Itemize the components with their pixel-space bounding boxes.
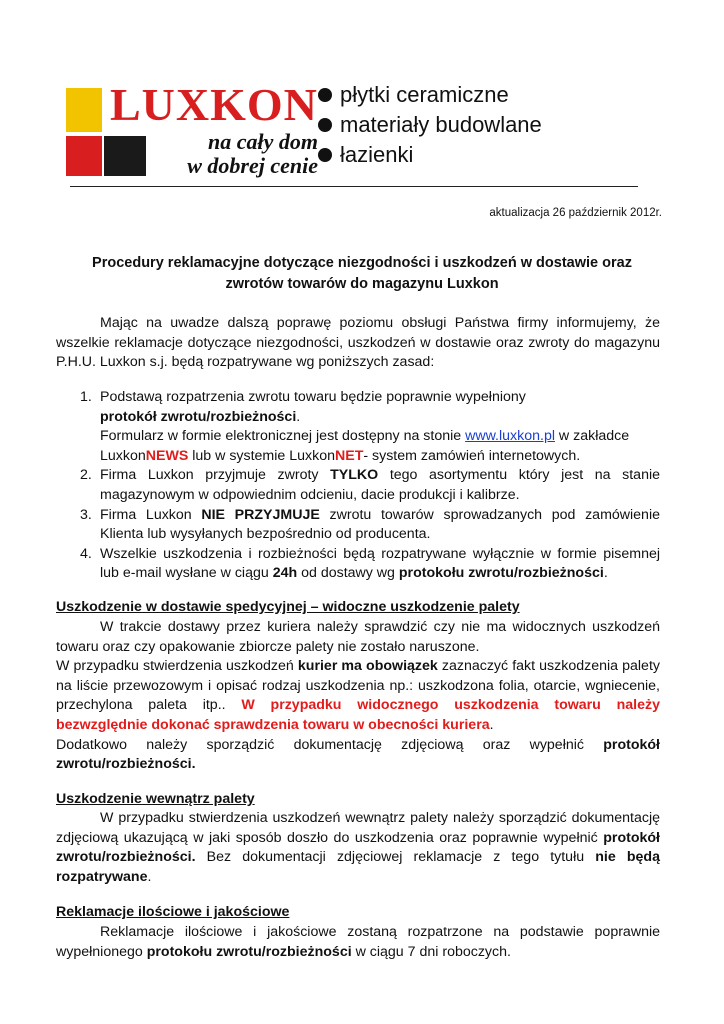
procedure-list bbox=[72, 388, 660, 584]
update-date: aktualizacja 26 październik 2012r. bbox=[489, 207, 662, 219]
section-heading: Uszkodzenie w dostawie spedycyjnej – widoczne uszkodzenie palety bbox=[56, 599, 520, 615]
bullet-dot-icon bbox=[318, 88, 332, 102]
section-body: W przypadku stwierdzenia uszkodzeń wewnątrz palety należy sporządzić dokumentację zdjęciową ukazującą w jaki sposób doszło do uszkodzenia oraz poprawnie wypełnić protokół zwrotu/rozbieżności. Bez dokumentacji zdjęciowej reklamacje z tego tytułu nie będą rozpatrywane. bbox=[56, 810, 660, 885]
section-heading: Uszkodzenie wewnątrz palety bbox=[56, 791, 255, 807]
luxkon-logo bbox=[64, 79, 318, 180]
section-heading: Reklamacje ilościowe i jakościowe bbox=[56, 904, 290, 920]
bullet-dot-icon bbox=[318, 118, 332, 132]
slogan-line-2: w dobrej cenie bbox=[187, 153, 318, 178]
luxkon-website-link[interactable]: www.luxkon.pl bbox=[465, 428, 555, 445]
list-item: 1. Podstawą rozpatrzenia zwrotu towaru będzie poprawnie wypełniony protokół zwrotu/rozbieżności. Formularz w formie elektronicznej jest dostępny na stonie www.luxkon.pl w zakładce LuxkonNEWS lub w systemie LuxkonNET- system zamówień internetowych. bbox=[80, 389, 630, 464]
category-item: materiały budowlane bbox=[318, 110, 542, 140]
product-categories bbox=[318, 80, 542, 170]
logo-red-square bbox=[66, 136, 102, 176]
list-item: 2. Firma Luxkon przyjmuje zwroty TYLKO tego asortymentu który jest na stanie magazynowym w odpowiednim odcieniu, dacie produkcji i kalibrze. bbox=[80, 467, 661, 503]
list-item: 3. Firma Luxkon NIE PRZYJMUJE zwrotu towarów sprowadzanych pod zamówienie Klienta lub wysyłanych bezpośrednio od producenta. bbox=[80, 506, 660, 543]
category-item: płytki ceramiczne bbox=[318, 80, 542, 110]
slogan-line-1: na cały dom bbox=[208, 129, 318, 154]
category-item: łazienki bbox=[318, 140, 542, 170]
list-item: 4. Wszelkie uszkodzenia i rozbieżności będą rozpatrywane wyłącznie w formie pisemnej lub e-mail wysłane w ciągu 24h od dostawy wg protokołu zwrotu/rozbieżności. bbox=[80, 545, 660, 582]
logo-black-square bbox=[104, 136, 146, 176]
brand-slogan bbox=[168, 130, 318, 178]
intro-paragraph: Mając na uwadze dalszą poprawę poziomu obsługi Państwa firmy informujemy, że wszelkie reklamacje dotyczące niezgodności, uszkodzeń w dostawie oraz zwroty do magazynu P.H.U. Luxkon s.j. będą rozpatrywane wg poniższych zasad: bbox=[56, 315, 660, 371]
bullet-dot-icon bbox=[318, 148, 332, 162]
brand-name: LUXKON bbox=[110, 79, 318, 130]
logo-yellow-square bbox=[66, 88, 102, 132]
header-divider bbox=[70, 186, 638, 187]
section-body: Reklamacje ilościowe i jakościowe zostaną rozpatrzone na podstawie poprawnie wypełnionego protokołu zwrotu/rozbieżności w ciągu 7 dni roboczych. bbox=[56, 924, 660, 960]
section-body: W trakcie dostawy przez kuriera należy sprawdzić czy nie ma widocznych uszkodzeń towaru oraz czy opakowanie zbiorcze palety nie zostało naruszone. W przypadku stwierdzenia uszkodzeń kurier ma obowiązek zaznaczyć fakt uszkodzenia palety na liście przewozowym i opisać rodzaj uszkodzenia np.: uszkodzona folia, otarcie, wgniecenie, przechylona paleta itp.. W przypadku widocznego uszkodzenia towaru należy bezwzględnie dokonać sprawdzenia towaru w obecności kuriera. Dodatkowo należy sporządzić dokumentację zdjęciową oraz wypełnić protokół zwrotu/rozbieżności. bbox=[56, 619, 660, 773]
document-title: Procedury reklamacyjne dotyczące niezgodności i uszkodzeń w dostawie oraz zwrotów towarów do magazynu Luxkon bbox=[92, 255, 632, 292]
